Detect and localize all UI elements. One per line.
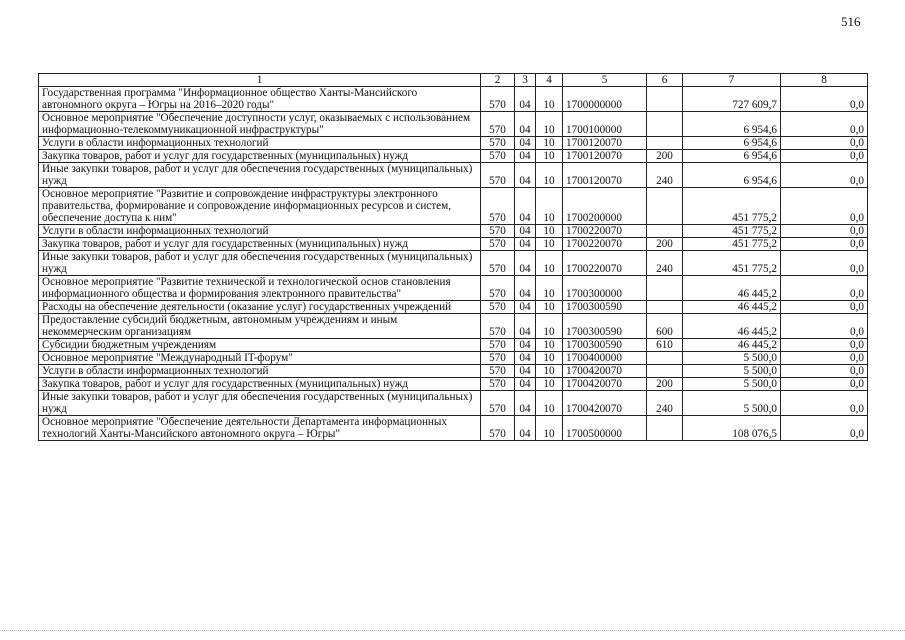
admin-code: 570 [481, 416, 515, 441]
admin-code: 570 [481, 314, 515, 339]
expense-type-code [647, 365, 683, 378]
admin-code: 570 [481, 225, 515, 238]
table-row [39, 87, 868, 112]
amount: 5 500,0 [683, 378, 781, 391]
row-name: Услуги в области информационных технологий [39, 225, 481, 238]
section-code: 04 [515, 378, 536, 391]
table-row [39, 416, 868, 441]
target-article-code: 1700300590 [563, 339, 647, 352]
amount-2: 0,0 [781, 163, 868, 188]
table-body [39, 87, 868, 441]
amount: 5 500,0 [683, 352, 781, 365]
row-name: Расходы на обеспечение деятельности (оказание услуг) государственных учреждений [39, 301, 481, 314]
table-row [39, 112, 868, 137]
target-article-code: 1700120070 [563, 137, 647, 150]
subsection-code: 10 [536, 225, 563, 238]
subsection-code: 10 [536, 365, 563, 378]
subsection-code: 10 [536, 301, 563, 314]
section-code: 04 [515, 314, 536, 339]
expense-type-code [647, 416, 683, 441]
row-name: Услуги в области информационных технологий [39, 365, 481, 378]
table-row [39, 301, 868, 314]
expense-type-code [647, 352, 683, 365]
table-row [39, 150, 868, 163]
admin-code: 570 [481, 188, 515, 225]
col-header-6: 6 [647, 74, 683, 87]
target-article-code: 1700000000 [563, 87, 647, 112]
expense-type-code: 200 [647, 238, 683, 251]
target-article-code: 1700420070 [563, 365, 647, 378]
col-header-2: 2 [481, 74, 515, 87]
amount-2: 0,0 [781, 137, 868, 150]
subsection-code: 10 [536, 416, 563, 441]
target-article-code: 1700120070 [563, 163, 647, 188]
subsection-code: 10 [536, 314, 563, 339]
amount: 5 500,0 [683, 365, 781, 378]
amount-2: 0,0 [781, 238, 868, 251]
subsection-code: 10 [536, 188, 563, 225]
table-row [39, 251, 868, 276]
subsection-code: 10 [536, 391, 563, 416]
table-row [39, 137, 868, 150]
section-code: 04 [515, 251, 536, 276]
amount-2: 0,0 [781, 339, 868, 352]
row-name: Закупка товаров, работ и услуг для государственных (муниципальных) нужд [39, 378, 481, 391]
amount: 5 500,0 [683, 391, 781, 416]
section-code: 04 [515, 391, 536, 416]
col-header-3: 3 [515, 74, 536, 87]
table-row [39, 391, 868, 416]
row-name: Закупка товаров, работ и услуг для государственных (муниципальных) нужд [39, 238, 481, 251]
target-article-code: 1700420070 [563, 378, 647, 391]
amount-2: 0,0 [781, 276, 868, 301]
amount: 6 954,6 [683, 163, 781, 188]
amount-2: 0,0 [781, 314, 868, 339]
section-code: 04 [515, 365, 536, 378]
section-code: 04 [515, 112, 536, 137]
col-header-5: 5 [563, 74, 647, 87]
expense-type-code: 200 [647, 378, 683, 391]
budget-table [38, 73, 868, 441]
section-code: 04 [515, 352, 536, 365]
row-name: Иные закупки товаров, работ и услуг для обеспечения государственных (муниципальных) нужд [39, 251, 481, 276]
row-name: Закупка товаров, работ и услуг для государственных (муниципальных) нужд [39, 150, 481, 163]
amount: 46 445,2 [683, 339, 781, 352]
admin-code: 570 [481, 163, 515, 188]
amount: 451 775,2 [683, 225, 781, 238]
subsection-code: 10 [536, 339, 563, 352]
target-article-code: 1700220070 [563, 251, 647, 276]
subsection-code: 10 [536, 112, 563, 137]
amount: 451 775,2 [683, 238, 781, 251]
amount: 46 445,2 [683, 276, 781, 301]
expense-type-code: 200 [647, 150, 683, 163]
amount-2: 0,0 [781, 251, 868, 276]
table-row [39, 352, 868, 365]
subsection-code: 10 [536, 137, 563, 150]
expense-type-code [647, 276, 683, 301]
amount-2: 0,0 [781, 378, 868, 391]
expense-type-code [647, 87, 683, 112]
target-article-code: 1700300000 [563, 276, 647, 301]
row-name: Основное мероприятие "Развитие технической и технологической основ становления информационного общества и формирования электронного правительства" [39, 276, 481, 301]
row-name: Основное мероприятие "Обеспечение доступности услуг, оказываемых с использованием информационно-телекоммуникационной инфраструктуры" [39, 112, 481, 137]
admin-code: 570 [481, 251, 515, 276]
admin-code: 570 [481, 137, 515, 150]
admin-code: 570 [481, 352, 515, 365]
expense-type-code [647, 225, 683, 238]
amount-2: 0,0 [781, 188, 868, 225]
target-article-code: 1700220070 [563, 238, 647, 251]
col-header-8: 8 [781, 74, 868, 87]
admin-code: 570 [481, 150, 515, 163]
table-row [39, 378, 868, 391]
page-number: 516 [841, 14, 861, 29]
subsection-code: 10 [536, 276, 563, 301]
row-name: Субсидии бюджетным учреждениям [39, 339, 481, 352]
col-header-4: 4 [536, 74, 563, 87]
admin-code: 570 [481, 365, 515, 378]
row-name: Предоставление субсидий бюджетным, автономным учреждениям и иным некоммерческим организациям [39, 314, 481, 339]
target-article-code: 1700500000 [563, 416, 647, 441]
table-row [39, 225, 868, 238]
subsection-code: 10 [536, 251, 563, 276]
amount: 727 609,7 [683, 87, 781, 112]
row-name: Основное мероприятие "Международный IT-форум" [39, 352, 481, 365]
table-row [39, 188, 868, 225]
admin-code: 570 [481, 339, 515, 352]
amount-2: 0,0 [781, 150, 868, 163]
target-article-code: 1700400000 [563, 352, 647, 365]
table-row [39, 314, 868, 339]
scan-artifact-line [0, 630, 905, 632]
expense-type-code [647, 137, 683, 150]
row-name: Иные закупки товаров, работ и услуг для обеспечения государственных (муниципальных) нужд [39, 391, 481, 416]
table-row [39, 238, 868, 251]
amount-2: 0,0 [781, 112, 868, 137]
expense-type-code: 610 [647, 339, 683, 352]
row-name: Основное мероприятие "Обеспечение деятельности Департамента информационных технологий Ханты-Мансийского автономного округа – Югры" [39, 416, 481, 441]
section-code: 04 [515, 301, 536, 314]
amount: 451 775,2 [683, 251, 781, 276]
section-code: 04 [515, 150, 536, 163]
section-code: 04 [515, 339, 536, 352]
table-row [39, 339, 868, 352]
section-code: 04 [515, 163, 536, 188]
subsection-code: 10 [536, 352, 563, 365]
expense-type-code: 240 [647, 251, 683, 276]
amount-2: 0,0 [781, 391, 868, 416]
admin-code: 570 [481, 276, 515, 301]
amount-2: 0,0 [781, 416, 868, 441]
section-code: 04 [515, 225, 536, 238]
target-article-code: 1700220070 [563, 225, 647, 238]
subsection-code: 10 [536, 163, 563, 188]
section-code: 04 [515, 238, 536, 251]
target-article-code: 1700300590 [563, 301, 647, 314]
table-row [39, 276, 868, 301]
table-row [39, 365, 868, 378]
admin-code: 570 [481, 87, 515, 112]
amount: 6 954,6 [683, 150, 781, 163]
amount-2: 0,0 [781, 352, 868, 365]
amount: 46 445,2 [683, 314, 781, 339]
amount: 46 445,2 [683, 301, 781, 314]
expense-type-code [647, 301, 683, 314]
amount: 108 076,5 [683, 416, 781, 441]
col-header-1: 1 [39, 74, 481, 87]
amount-2: 0,0 [781, 225, 868, 238]
amount-2: 0,0 [781, 87, 868, 112]
section-code: 04 [515, 416, 536, 441]
subsection-code: 10 [536, 150, 563, 163]
admin-code: 570 [481, 391, 515, 416]
section-code: 04 [515, 137, 536, 150]
amount: 6 954,6 [683, 112, 781, 137]
header-row [39, 74, 868, 87]
expense-type-code: 240 [647, 163, 683, 188]
subsection-code: 10 [536, 378, 563, 391]
admin-code: 570 [481, 378, 515, 391]
target-article-code: 1700420070 [563, 391, 647, 416]
amount-2: 0,0 [781, 301, 868, 314]
subsection-code: 10 [536, 87, 563, 112]
expense-type-code: 600 [647, 314, 683, 339]
col-header-7: 7 [683, 74, 781, 87]
amount: 6 954,6 [683, 137, 781, 150]
table-row [39, 163, 868, 188]
amount-2: 0,0 [781, 365, 868, 378]
row-name: Основное мероприятие "Развитие и сопровождение инфраструктуры электронного правительства, формирование и сопровождение информационных ресурсов и систем, обеспечение доступа к ним" [39, 188, 481, 225]
section-code: 04 [515, 87, 536, 112]
admin-code: 570 [481, 301, 515, 314]
row-name: Государственная программа "Информационное общество Ханты-Мансийского автономного округа – Югры на 2016–2020 годы" [39, 87, 481, 112]
row-name: Услуги в области информационных технологий [39, 137, 481, 150]
target-article-code: 1700300590 [563, 314, 647, 339]
section-code: 04 [515, 188, 536, 225]
target-article-code: 1700200000 [563, 188, 647, 225]
amount: 451 775,2 [683, 188, 781, 225]
admin-code: 570 [481, 112, 515, 137]
subsection-code: 10 [536, 238, 563, 251]
expense-type-code: 240 [647, 391, 683, 416]
target-article-code: 1700120070 [563, 150, 647, 163]
admin-code: 570 [481, 238, 515, 251]
target-article-code: 1700100000 [563, 112, 647, 137]
section-code: 04 [515, 276, 536, 301]
row-name: Иные закупки товаров, работ и услуг для обеспечения государственных (муниципальных) нужд [39, 163, 481, 188]
expense-type-code [647, 112, 683, 137]
expense-type-code [647, 188, 683, 225]
